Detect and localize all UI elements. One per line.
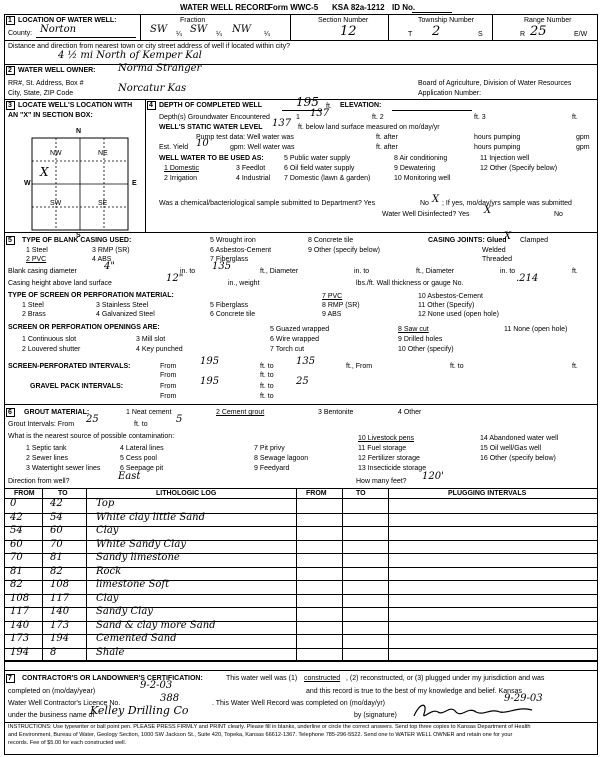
- static-level-rest: ft. below land surface measured on mo/day/yr: [298, 124, 440, 131]
- grout-from-value[interactable]: 25: [86, 414, 99, 425]
- log-from-cell[interactable]: 194: [10, 646, 30, 658]
- log-row-line: [4, 594, 598, 595]
- direction-label: Direction from well?: [8, 478, 70, 485]
- perf-from-2: ft., From: [346, 363, 373, 370]
- chem-no-mark[interactable]: X: [432, 194, 440, 205]
- log-description-cell[interactable]: Shale: [96, 646, 125, 658]
- screen-brass[interactable]: 2 Brass: [22, 311, 46, 318]
- log-from-cell[interactable]: 117: [10, 606, 30, 617]
- use-dewatering[interactable]: 9 Dewatering: [394, 165, 436, 172]
- north-label: N: [76, 128, 82, 135]
- log-to-cell[interactable]: 70: [50, 538, 63, 550]
- log-description-cell[interactable]: Top: [96, 498, 115, 509]
- contam-cess[interactable]: 5 Cess pool: [120, 455, 157, 462]
- gravel-to-label: ft. to: [260, 383, 274, 390]
- section-2-number: 2: [8, 67, 12, 74]
- depth-value[interactable]: 195: [296, 95, 319, 109]
- instructions-line-3: records. Fee of $5.00 for each constructed well.: [8, 740, 127, 746]
- log-to-header: TO: [58, 490, 68, 497]
- pump-test-label: Pump test data: Well water was: [196, 134, 294, 141]
- ksa-number: KSA 82a-1212: [332, 3, 385, 12]
- log-description-cell[interactable]: White clay little Sand: [96, 511, 206, 523]
- lithologic-log-header: LITHOLOGIC LOG: [156, 490, 217, 497]
- quarter-mark-1: ¼: [176, 31, 182, 38]
- log-description-cell[interactable]: Cemented Sand: [96, 633, 177, 644]
- log-from-cell[interactable]: 81: [10, 565, 23, 577]
- log-row-line: [4, 607, 598, 608]
- use-domestic[interactable]: 1 Domestic: [164, 165, 200, 172]
- grout-cement[interactable]: 2 Cement grout: [216, 409, 265, 416]
- quarter-mark-2: ¼: [216, 31, 222, 38]
- gravel-to-value[interactable]: 25: [296, 376, 309, 387]
- owner-value[interactable]: Norma Stranger: [118, 63, 202, 74]
- instructions-line-1: INSTRUCTIONS: Use typewriter or ball point pen. PLEASE PRESS FIRMLY and PRINT clearly. Please fill in blanks, underline or circle the correct answers. Send top three copies to Kansas Department of Health: [8, 724, 531, 730]
- range-value[interactable]: 25: [530, 24, 547, 39]
- true-statement: and this record is true to the best of my knowledge and belief. Kansas: [306, 688, 522, 695]
- log-to-cell[interactable]: 194: [50, 633, 70, 644]
- contam-abandoned[interactable]: 14 Abandoned water well: [480, 435, 559, 442]
- contam-fertilizer[interactable]: 12 Fertilizer storage: [358, 455, 420, 462]
- log-from-cell[interactable]: 140: [10, 619, 30, 631]
- log-from-cell[interactable]: 54: [10, 525, 23, 536]
- county-label: County:: [8, 30, 33, 37]
- casing-height-label: Casing height above land surface: [8, 280, 112, 287]
- log-to-cell[interactable]: 60: [50, 525, 63, 536]
- completed-value[interactable]: 9-2-03: [140, 680, 173, 691]
- log-from-cell[interactable]: 173: [10, 633, 30, 644]
- grout-label: GROUT MATERIAL:: [24, 409, 90, 416]
- contam-other[interactable]: 16 Other (specify below): [480, 455, 556, 462]
- opening-torch[interactable]: 7 Torch cut: [270, 346, 305, 353]
- joints-label: CASING JOINTS: Glued: [428, 237, 507, 244]
- gravel-from-value[interactable]: 195: [200, 376, 220, 387]
- log-row-line: [4, 540, 598, 541]
- log-description-cell[interactable]: Clay: [96, 525, 119, 536]
- gravel-from-label-2: From: [160, 393, 177, 400]
- log-description-cell[interactable]: Sandy limestone: [96, 552, 180, 563]
- grout-to-value[interactable]: 5: [176, 414, 183, 425]
- opening-other[interactable]: 10 Other (specify): [398, 346, 454, 353]
- perf-from-value[interactable]: 195: [200, 356, 220, 367]
- opening-none[interactable]: 11 None (open hole): [504, 326, 568, 333]
- log-from-header: FROM: [14, 490, 35, 497]
- form-number: Form WWC-5: [268, 3, 319, 12]
- log-row-line: [4, 648, 598, 649]
- business-value[interactable]: Kelley Drilling Co: [90, 704, 189, 717]
- signature-label: by (signature): [354, 712, 397, 719]
- screen-galvanized[interactable]: 4 Galvanized Steel: [96, 311, 155, 318]
- distance-value[interactable]: 4 ½ mi North of Kemper Kal: [58, 50, 202, 61]
- south-label: S: [76, 232, 81, 239]
- plug-from-header: FROM: [306, 490, 327, 497]
- joints-welded[interactable]: Welded: [482, 247, 506, 254]
- use-injection[interactable]: 11 Injection well: [480, 155, 530, 162]
- use-label: WELL WATER TO BE USED AS:: [159, 155, 264, 162]
- joints-glued-mark[interactable]: X: [504, 231, 512, 242]
- casing-rmp[interactable]: 3 RMP (SR): [92, 247, 130, 254]
- screen-fiberglass[interactable]: 5 Fiberglass: [210, 302, 249, 309]
- disinfected-no: No: [554, 211, 563, 218]
- casing-other[interactable]: 9 Other (specify below): [308, 247, 380, 254]
- opening-wire[interactable]: 6 Wire wrapped: [270, 336, 320, 343]
- perf-to-2: ft. to: [450, 363, 464, 370]
- section-number-label: Section Number: [318, 17, 369, 24]
- depth-ft: ft.: [326, 103, 332, 110]
- log-row-line: [4, 567, 598, 568]
- contam-septic[interactable]: 1 Septic tank: [26, 445, 67, 452]
- diameter-ft-3: ft.: [572, 268, 578, 275]
- static-level-label: WELL'S STATIC WATER LEVEL: [159, 124, 263, 131]
- yield-hours: hours pumping: [474, 144, 521, 151]
- fraction-label: Fraction: [180, 17, 206, 24]
- opening-guazed[interactable]: 5 Guazed wrapped: [270, 326, 330, 333]
- casing-concrete[interactable]: 8 Concrete tile: [308, 237, 354, 244]
- casing-label: TYPE OF BLANK CASING USED:: [22, 237, 132, 244]
- joints-threaded[interactable]: Threaded: [482, 256, 512, 263]
- signature-image: [410, 700, 540, 722]
- grout-bentonite[interactable]: 3 Bentonite: [318, 409, 354, 416]
- log-from-cell[interactable]: 42: [10, 511, 23, 523]
- contam-livestock[interactable]: 10 Livestock pens: [358, 435, 415, 442]
- township-value[interactable]: 2: [432, 24, 441, 39]
- section-box-grid[interactable]: [20, 128, 140, 236]
- log-row-line: [4, 580, 598, 581]
- plug-to-header: TO: [356, 490, 366, 497]
- screen-rmp[interactable]: 8 RMP (SR): [322, 302, 360, 309]
- ne-quadrant: NE: [98, 150, 108, 157]
- static-level-value[interactable]: 137: [272, 118, 292, 129]
- log-to-cell[interactable]: 81: [50, 552, 63, 563]
- screen-asbestos[interactable]: 10 Asbestos-Cement: [418, 293, 483, 300]
- yield-gpm: gpm: Well water was: [230, 144, 295, 151]
- west-label: W: [24, 180, 31, 187]
- log-from-cell[interactable]: 108: [10, 592, 30, 604]
- casing-asbestos[interactable]: 6 Asbestos-Cement: [210, 247, 272, 254]
- perf-to-value[interactable]: 135: [296, 356, 316, 367]
- log-to-cell[interactable]: 117: [50, 592, 70, 604]
- grout-intervals-label: Grout Intervals: From: [8, 421, 75, 428]
- contam-seepage[interactable]: 6 Seepage pit: [120, 465, 164, 472]
- perf-to-label-2: ft. to: [260, 372, 274, 379]
- cert-text-2: , (2) reconstructed, or (3) plugged under my jurisdiction and was: [346, 675, 545, 682]
- township-label: Township Number: [418, 17, 475, 24]
- well-location-mark[interactable]: X: [40, 165, 49, 179]
- contam-oilwell[interactable]: 15 Oil well/Gas well: [480, 445, 542, 452]
- grout-neat[interactable]: 1 Neat cement: [126, 409, 172, 416]
- diameter-ft: ft., Diameter: [260, 268, 299, 275]
- use-industrial[interactable]: 4 Industrial: [236, 175, 271, 182]
- grout-other[interactable]: 4 Other: [398, 409, 422, 416]
- quarter-3[interactable]: NW: [232, 24, 252, 35]
- application-label: Application Number:: [418, 90, 482, 97]
- contam-fuel[interactable]: 11 Fuel storage: [358, 445, 407, 452]
- casing-steel[interactable]: 1 Steel: [26, 247, 48, 254]
- joints-clamped[interactable]: Clamped: [520, 237, 549, 244]
- log-to-cell[interactable]: 108: [50, 579, 70, 590]
- distance-label: Distance and direction from nearest town or city street address of well if located within city?: [8, 43, 291, 50]
- log-from-cell[interactable]: 60: [10, 538, 23, 550]
- yield-gpm-end: gpm: [576, 144, 590, 151]
- yield-value[interactable]: 10: [196, 138, 209, 149]
- section-6-number: 6: [8, 409, 12, 416]
- gw-2: ft. 2: [372, 114, 384, 121]
- quarter-1[interactable]: SW: [150, 24, 168, 35]
- use-oilfield[interactable]: 6 Oil field water supply: [284, 165, 355, 172]
- business-label: under the business name of: [8, 712, 95, 719]
- diameter-to-value[interactable]: 135: [212, 261, 232, 272]
- cert-constructed[interactable]: constructed: [304, 675, 341, 682]
- log-row-line: [4, 621, 598, 622]
- use-lawn[interactable]: 7 Domestic (lawn & garden): [284, 175, 371, 182]
- certification-label: CONTRACTOR'S OR LANDOWNER'S CERTIFICATION:: [22, 675, 203, 682]
- log-row-line: [4, 634, 598, 635]
- city-value[interactable]: Norcatur Kas: [118, 83, 187, 94]
- opening-saw[interactable]: 8 Saw cut: [398, 326, 429, 333]
- east-label: E: [132, 180, 137, 187]
- screen-abs[interactable]: 9 ABS: [322, 311, 342, 318]
- opening-continuous[interactable]: 1 Continuous slot: [22, 336, 77, 343]
- diameter-value[interactable]: 4": [104, 261, 115, 272]
- address-label: RR#, St. Address, Box #: [8, 80, 84, 87]
- screen-concrete[interactable]: 6 Concrete tile: [210, 311, 256, 318]
- diameter-in-to-3: in. to: [500, 268, 516, 275]
- locate-label: LOCATE WELL'S LOCATION WITH: [18, 102, 133, 109]
- log-description-cell[interactable]: Rock: [96, 565, 122, 577]
- owner-label: WATER WELL OWNER:: [18, 67, 96, 74]
- use-feedlot[interactable]: 3 Feedlot: [236, 165, 266, 172]
- perforated-label: SCREEN-PERFORATED INTERVALS:: [8, 363, 131, 370]
- log-description-cell[interactable]: Sandy Clay: [96, 606, 153, 617]
- chem-rest: ; If yes, mo/day/yrs sample was submitted: [442, 200, 572, 207]
- direction-value[interactable]: East: [118, 471, 141, 482]
- log-to-cell[interactable]: 54: [50, 511, 63, 523]
- openings-label: SCREEN OR PERFORATION OPENINGS ARE:: [8, 324, 160, 331]
- se-quadrant: SE: [98, 200, 108, 207]
- chem-sample-label: Was a chemical/bacteriological sample submitted to Department? Yes: [159, 200, 376, 207]
- diameter-in-to: in. to: [180, 268, 196, 275]
- log-to-cell[interactable]: 8: [50, 646, 57, 658]
- log-description-cell[interactable]: limestone Soft: [96, 579, 170, 590]
- range-ew: E/W: [574, 31, 588, 38]
- use-public[interactable]: 5 Public water supply: [284, 155, 351, 162]
- nw-quadrant: NW: [50, 150, 62, 157]
- range-label: Range Number: [524, 17, 572, 24]
- log-row-line: [4, 553, 598, 554]
- screen-other[interactable]: 11 Other (Specify): [418, 302, 475, 309]
- id-label: ID No.: [392, 3, 416, 12]
- contamination-question: What is the nearest source of possible contamination:: [8, 433, 175, 440]
- feet-value[interactable]: 120': [422, 471, 444, 482]
- casing-fiberglass[interactable]: 7 Fiberglass: [210, 256, 249, 263]
- gw-1: 1: [296, 114, 300, 121]
- license-value[interactable]: 388: [160, 693, 180, 704]
- diameter-ft-2: ft., Diameter: [416, 268, 455, 275]
- section-3-number: 3: [8, 102, 12, 109]
- section-7-number: 7: [8, 675, 12, 682]
- log-description-cell[interactable]: Sand & clay more Sand: [96, 619, 216, 631]
- board-label: Board of Agriculture, Division of Water Resources: [418, 80, 572, 87]
- perf-to-label: ft. to: [260, 363, 274, 370]
- groundwater-label: Depth(s) Groundwater Encountered: [159, 114, 270, 121]
- contam-watertight[interactable]: 3 Watertight sewer lines: [26, 465, 101, 472]
- log-from-cell[interactable]: 82: [10, 579, 23, 590]
- contam-insecticide[interactable]: 13 Insecticide storage: [358, 465, 427, 472]
- pump-after: ft. after: [376, 134, 398, 141]
- disinfected-label: Water Well Disinfected? Yes: [382, 211, 470, 218]
- gravel-to-label-2: ft. to: [260, 393, 274, 400]
- gravel-from-label: From: [160, 383, 177, 390]
- county-value[interactable]: Norton: [40, 24, 77, 35]
- use-other[interactable]: 12 Other (Specify below): [480, 165, 558, 172]
- depth-label: DEPTH OF COMPLETED WELL: [159, 102, 263, 109]
- casing-weight-label: in., weight: [228, 280, 260, 287]
- log-from-cell[interactable]: 0: [10, 498, 17, 509]
- diameter-in-to-2: in. to: [354, 268, 370, 275]
- log-from-cell[interactable]: 70: [10, 552, 23, 563]
- disinfected-mark[interactable]: X: [484, 205, 492, 216]
- perf-from-label: From: [160, 363, 177, 370]
- plugging-header: PLUGGING INTERVALS: [448, 490, 527, 497]
- elevation-label: ELEVATION:: [340, 102, 382, 109]
- section-1-number: 1: [8, 17, 12, 24]
- screen-none[interactable]: 12 None used (open hole): [418, 311, 499, 318]
- contam-sewer[interactable]: 2 Sewer lines: [26, 455, 69, 462]
- pump-hours: hours pumping: [474, 134, 521, 141]
- casing-wrought-iron[interactable]: 5 Wrought iron: [210, 237, 256, 244]
- log-to-cell[interactable]: 173: [50, 619, 70, 631]
- cert-text-1: This water well was (1): [226, 675, 298, 682]
- opening-mill[interactable]: 3 Mill slot: [136, 336, 166, 343]
- use-monitoring[interactable]: 10 Monitoring well: [394, 175, 451, 182]
- screen-steel[interactable]: 1 Steel: [22, 302, 44, 309]
- quarter-mark-3: ¼: [264, 31, 270, 38]
- log-to-cell[interactable]: 140: [50, 606, 70, 617]
- diameter-label: Blank casing diameter: [8, 268, 77, 275]
- log-row-line: [4, 513, 598, 514]
- pump-gpm: gpm: [576, 134, 590, 141]
- quarter-2[interactable]: SW: [190, 24, 208, 35]
- township-t: T: [408, 31, 413, 38]
- gw-3: ft. 3: [474, 114, 486, 121]
- contam-lateral[interactable]: 4 Lateral lines: [120, 445, 164, 452]
- screen-stainless[interactable]: 3 Stainless Steel: [96, 302, 149, 309]
- gw-ft-end: ft.: [572, 114, 578, 121]
- grout-to-label: ft. to: [134, 421, 148, 428]
- casing-pvc[interactable]: 2 PVC: [26, 256, 47, 263]
- gauge-value[interactable]: .214: [516, 273, 539, 284]
- contam-lagoon[interactable]: 8 Sewage lagoon: [254, 455, 309, 462]
- log-to-cell[interactable]: 82: [50, 565, 63, 577]
- chem-no: No: [420, 200, 429, 207]
- sw-quadrant: SW: [50, 200, 62, 207]
- opening-louvered[interactable]: 2 Louvered shutter: [22, 346, 81, 353]
- opening-key[interactable]: 4 Key punched: [136, 346, 183, 353]
- perf-ft-end: ft.: [572, 363, 578, 370]
- contam-privy[interactable]: 7 Pit privy: [254, 445, 285, 452]
- screen-pvc[interactable]: 7 PVC: [322, 293, 343, 300]
- record-label: . This Water Well Record was completed on (mo/day/yr): [212, 700, 385, 707]
- casing-abs[interactable]: 4 ABS: [92, 256, 112, 263]
- license-label: Water Well Contractor's Licence No.: [8, 700, 121, 707]
- section-4-number: 4: [149, 102, 153, 109]
- contam-feedyard[interactable]: 9 Feedyard: [254, 465, 290, 472]
- log-to-cell[interactable]: 42: [50, 498, 63, 509]
- range-r: R: [520, 31, 526, 38]
- log-row-line: [4, 661, 598, 662]
- opening-drilled[interactable]: 9 Drilled holes: [398, 336, 443, 343]
- form-title: WATER WELL RECORD: [180, 3, 270, 12]
- groundwater-value[interactable]: 137: [310, 108, 330, 119]
- log-row-line: [4, 526, 598, 527]
- township-s: S: [478, 31, 483, 38]
- perf-from-label-2: From: [160, 372, 177, 379]
- record-date-value[interactable]: 9-29-03: [504, 693, 543, 704]
- section-number-value[interactable]: 12: [340, 24, 357, 39]
- gauge-label: lbs./ft. Wall thickness or gauge No.: [356, 280, 464, 287]
- log-description-cell[interactable]: Clay: [96, 592, 119, 604]
- screen-label: TYPE OF SCREEN OR PERFORATION MATERIAL:: [8, 292, 174, 299]
- location-label: LOCATION OF WATER WELL:: [18, 17, 117, 24]
- use-irrigation[interactable]: 2 Irrigation: [164, 175, 198, 182]
- gravel-label: GRAVEL PACK INTERVALS:: [30, 383, 124, 390]
- completed-label: completed on (mo/day/year): [8, 688, 96, 695]
- casing-height-value[interactable]: 12": [166, 273, 184, 284]
- use-ac[interactable]: 8 Air conditioning: [394, 155, 448, 162]
- log-description-cell[interactable]: White Sandy Clay: [96, 538, 186, 550]
- city-state-label: City, State, ZIP Code: [8, 90, 74, 97]
- feet-label: How many feet?: [356, 478, 407, 485]
- section-5-number: 5: [8, 237, 12, 244]
- yield-after: ft. after: [376, 144, 398, 151]
- instructions-line-2: and Environment, Bureau of Water, Geology Section, 1000 SW Jackson St., Suite 420, Topeka, Kansas 66612-1367. Telephone 785-296-5522. Send one to WATER WELL OWNER and retain one for your: [8, 732, 513, 738]
- yield-label: Est. Yield: [159, 144, 189, 151]
- locate-label-2: AN "X" IN SECTION BOX:: [8, 112, 93, 119]
